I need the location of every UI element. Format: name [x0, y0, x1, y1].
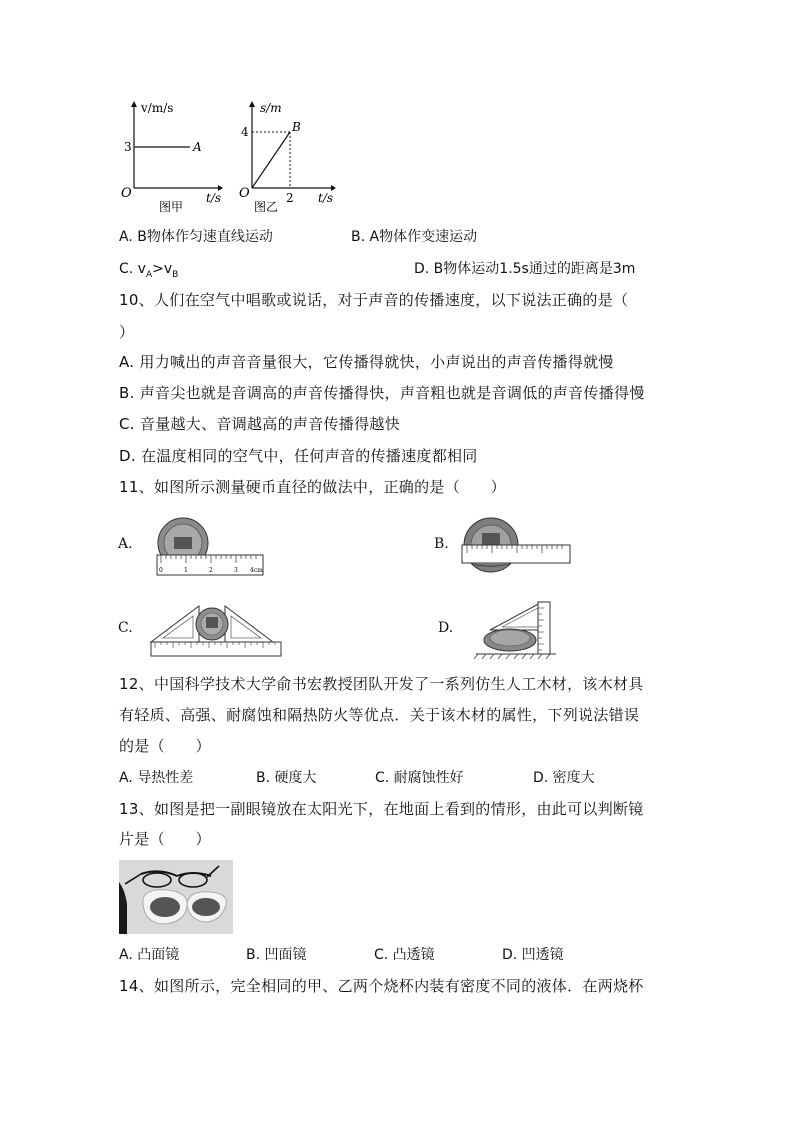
- q12-option-b: B. 硬度大: [256, 770, 317, 786]
- q13-stem-line2: 片是（ ）: [119, 830, 211, 848]
- coin-figure-b: [459, 515, 574, 577]
- q13-stem-line1: 13、如图是把一副眼镜放在太阳光下，在地面上看到的情形，由此可以判断镜: [119, 800, 644, 818]
- ruler-tick-4: 4cm: [250, 567, 263, 574]
- q10-option-c: C. 音量越大、音调越高的声音传播得越快: [119, 415, 401, 433]
- x-axis-label: t/s: [206, 191, 222, 205]
- q13-option-b: B. 凹面镜: [246, 947, 307, 963]
- graph-jia: [118, 98, 223, 218]
- y-tick-label: 4: [241, 125, 249, 139]
- glasses-photo: [119, 860, 233, 934]
- q12-option-d: D. 密度大: [533, 770, 595, 786]
- caption: 图乙: [254, 200, 279, 214]
- origin-label: O: [121, 186, 132, 201]
- q9-option-c: C. $v_A>v_B$: [119, 261, 179, 280]
- line-label-a: A: [193, 140, 202, 154]
- origin-label: O: [239, 186, 250, 201]
- ruler-tick-2: 2: [209, 567, 213, 574]
- q10-stem-line1: 10、人们在空气中唱歌或说话，对于声音的传播速度，以下说法正确的是（: [119, 291, 629, 309]
- x-tick-label: 2: [286, 191, 294, 205]
- x-axis-label: t/s: [318, 191, 334, 205]
- q11-label-c: C.: [118, 620, 133, 636]
- q13-option-c: C. 凸透镜: [374, 947, 435, 963]
- q12-option-c: C. 耐腐蚀性好: [375, 770, 464, 786]
- q12-stem-line3: 的是（ ）: [119, 737, 211, 755]
- coin-figure-a: [155, 515, 267, 579]
- q10-stem-line2: ）: [119, 323, 135, 341]
- q13-option-a: A. 凸面镜: [119, 947, 180, 963]
- q11-label-a: A.: [118, 536, 133, 552]
- q9-option-a: A. B物体作匀速直线运动: [119, 229, 273, 245]
- line-label-b: B: [292, 120, 301, 134]
- coin-figure-d: [472, 598, 562, 660]
- coin-figure-c: [145, 600, 285, 664]
- q11-label-d: D.: [438, 620, 454, 636]
- caption: 图甲: [159, 200, 184, 214]
- y-axis-label: s/m: [260, 101, 282, 115]
- ruler-tick-1: 1: [184, 567, 188, 574]
- q11-stem: 11、如图所示测量硬币直径的做法中，正确的是（ ）: [119, 478, 506, 496]
- q9-option-b: B. A物体作变速运动: [351, 229, 478, 245]
- ruler-tick-0: 0: [159, 567, 163, 574]
- q10-option-a: A. 用力喊出的声音音量很大，它传播得就快，小声说出的声音传播得就慢: [119, 353, 614, 371]
- q12-option-a: A. 导热性差: [119, 770, 194, 786]
- y-tick-label: 3: [124, 140, 132, 154]
- q10-option-d: D. 在温度相同的空气中，任何声音的传播速度都相同: [119, 447, 478, 465]
- graph-yi: [236, 98, 336, 218]
- q14-stem-line1: 14、如图所示，完全相同的甲、乙两个烧杯内装有密度不同的液体．在两烧杯: [119, 977, 644, 995]
- ruler-tick-3: 3: [234, 567, 238, 574]
- y-axis-label: v/m/s: [141, 101, 174, 115]
- q13-option-d: D. 凹透镜: [502, 947, 564, 963]
- q11-label-b: B.: [434, 536, 449, 552]
- q12-stem-line1: 12、中国科学技术大学俞书宏教授团队开发了一系列仿生人工木材，该木材具: [119, 675, 644, 693]
- q9-option-d: D. B物体运动1.5s通过的距离是3m: [414, 261, 636, 277]
- q10-option-b: B. 声音尖也就是音调高的声音传播得快，声音粗也就是音调低的声音传播得慢: [119, 384, 645, 402]
- q12-stem-line2: 有轻质、高强、耐腐蚀和隔热防火等优点．关于该木材的属性，下列说法错误: [119, 706, 640, 724]
- series-b-line: [252, 132, 290, 188]
